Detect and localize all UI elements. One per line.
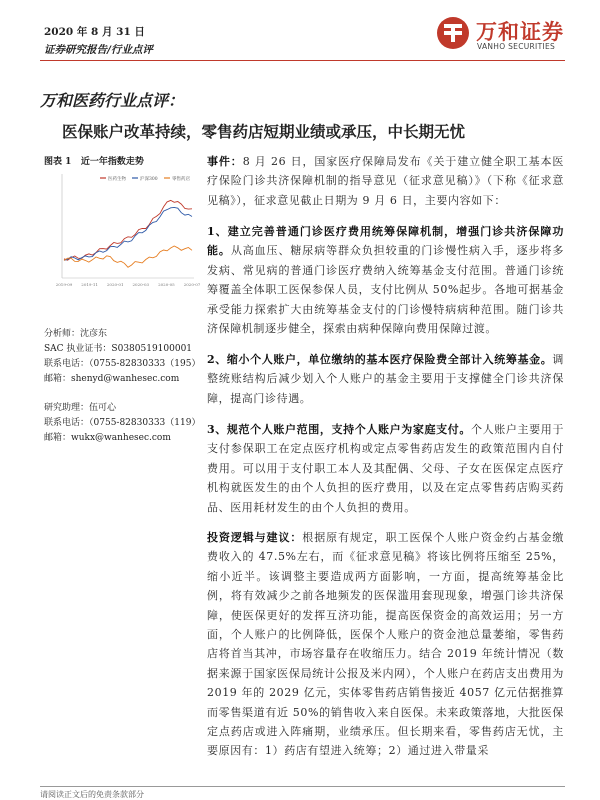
x-tick-label-4: 2020-05 — [158, 282, 175, 287]
series-line-0 — [64, 200, 192, 260]
chart-x-ticks — [56, 282, 201, 287]
point-3-paragraph: 3、规范个人账户范围，支持个人账户为家庭支付。个人账户主要用于支付参保职工在定点医疗机构或定点零售药店发生的政策范围内自付费用。可以用于支付职工本人及其配偶、父母、子女在医保定点医疗机构就医发生的由个人负担的医疗费用，以及在定点零售药店购买药品、医用耗材发生的由个人负担的费用。 — [207, 423, 564, 514]
legend-label-2: 零售药店 — [172, 177, 190, 182]
assistant-phone: 联系电话：（0755-82830333（119） — [44, 418, 201, 428]
x-tick-label-3: 2020-03 — [132, 282, 150, 287]
assistant-email[interactable]: 邮箱：wukx@wanhesec.com — [44, 433, 171, 443]
x-tick-label-2: 2020-01 — [106, 282, 124, 287]
figure-caption: 近一年指数走势 — [80, 157, 144, 167]
legend-label-1: 沪深300 — [140, 177, 158, 182]
report-subtitle: 医保账户改革持续，零售药店短期业绩或承压，中长期无忧 — [62, 122, 466, 141]
index-trend-chart — [40, 166, 201, 296]
report-type: 证券研究报告/行业点评 — [44, 44, 153, 56]
logo-text-cn: 万和证券 — [476, 20, 564, 44]
event-paragraph: 事件：8 月 26 日，国家医疗保障局发布《关于建立健全职工基本医疗保险门诊共济保障机制的指导意见（征求意见稿）》（下称《征求意见稿》），征求意见截止日期为 9 月 6 日，主要内容如下： — [207, 155, 564, 207]
x-tick-label-1: 2019-11 — [81, 282, 98, 287]
point-2-paragraph: 2、缩小个人账户，单位缴纳的基本医疗保险费全部计入统筹基金。调整统账结构后减少划入个人账户的基金主要用于支撑健全门诊共济保障，提高门诊待遇。 — [207, 353, 564, 405]
series-line-1 — [64, 207, 192, 260]
footer-divider — [40, 786, 565, 787]
chart-series — [64, 200, 192, 267]
chart-legend — [100, 175, 190, 182]
analyst-sac: SAC 执业证书：S0380519100001 — [44, 344, 193, 354]
point-1-paragraph: 1、建立完善普通门诊医疗费用统筹保障机制，增强门诊共济保障功能。从高血压、糖尿病等群众负担较重的门诊慢性病入手，逐步将多发病、常见病的普通门诊医疗费纳入统筹基金支付范围。普通门诊统筹覆盖全体职工医保参保人员，支付比例从 50%起步。各地可据基金承受能力探索扩大由统筹基金支付的门诊慢特病病种范围。随门诊共济保障机制逐步健全，探索由病种保障向费用保障过渡。 — [207, 225, 564, 336]
logo-mark-icon — [436, 16, 470, 50]
header-divider — [40, 60, 565, 61]
investment-logic-paragraph: 投资逻辑与建议：根据原有规定，职工医保个人账户资金约占基金缴费收入的 47.5%左右，而《征求意见稿》将该比例将压缩至 25%，缩小近半。该调整主要造成两方面影响，一方面，提高统筹基金比例，将有效减少之前各地频发的医保滥用套现现象，增强门诊共济保障，使医保更好的发挥互济功能，提高医保资金的高效运用；另一方面，个人账户的比例降低，医保个人账户的资金池总量萎缩，零售药店将首当其冲，市场容量存在收缩压力。结合 2019 年统计情况（数据来源于国家医保局统计公报及米内网），个人账户在药店支出费用为 2019 年的 2029 亿元，实体零售药店销售接近 4057 亿元估据推算而零售渠道有近 50%的销售收入来自医保。未来政策落地，大批医保定点药店或进入阵痛期，业绩承压。但长期来看，零售药店无忧，主要原因有：1）药店有望进入统筹；2）通过进入带量采 — [207, 531, 564, 758]
figure-label: 图表 1 — [44, 157, 72, 167]
report-title: 万和医药行业点评： — [40, 91, 185, 110]
analyst-phone: 联系电话：（0755-82830333（195） — [44, 359, 201, 369]
analyst-name: 分析师：沈彦东 — [44, 329, 108, 339]
logo-text-en: VANHO SECURITIES — [477, 42, 556, 51]
x-tick-label-5: 2020-07 — [183, 282, 201, 287]
legend-label-0: 医药生物 — [108, 177, 126, 182]
company-logo — [436, 14, 566, 54]
x-tick-label-0: 2019-09 — [55, 282, 73, 287]
analyst-email[interactable]: 邮箱：shenyd@wanhesec.com — [44, 374, 180, 384]
report-date: 2020 年 8 月 31 日 — [44, 26, 145, 38]
assistant-name: 研究助理：伍可心 — [44, 403, 117, 413]
footer-disclaimer: 请阅读正文后的免责条款部分 — [40, 790, 144, 799]
